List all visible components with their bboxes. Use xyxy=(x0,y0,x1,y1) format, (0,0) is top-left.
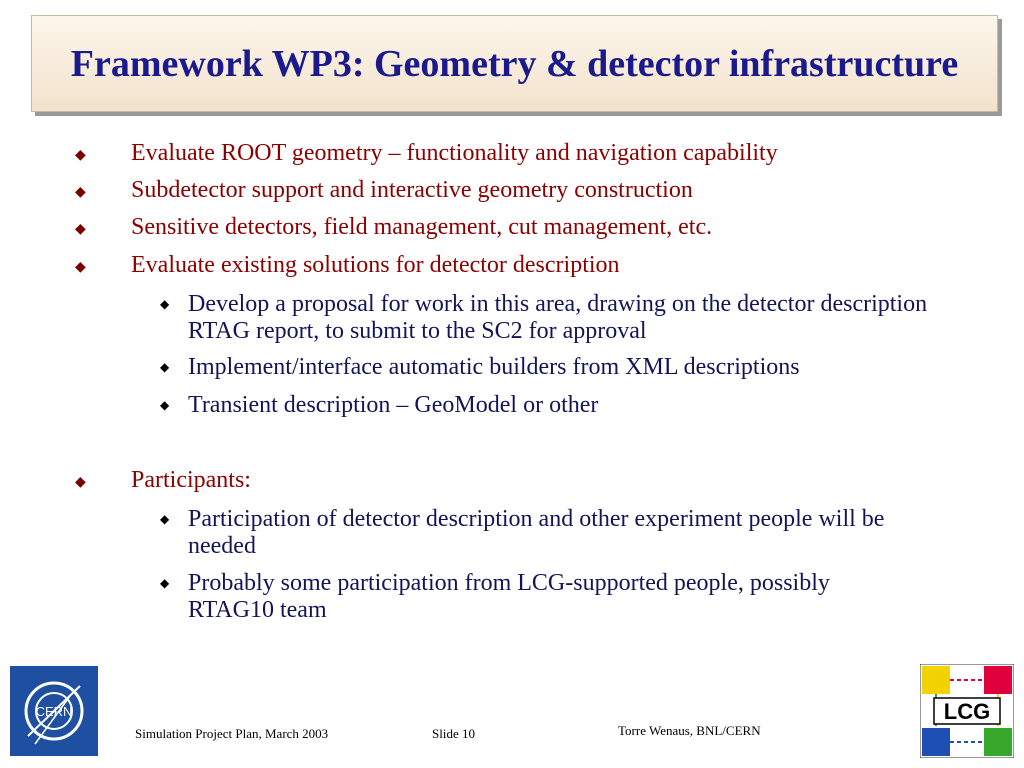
cern-logo-icon xyxy=(10,666,98,756)
bullet-item xyxy=(75,214,712,241)
diamond-bullet-icon: ◆ xyxy=(160,360,170,374)
participants-bullet xyxy=(75,467,251,494)
sub-bullet-text: Implement/interface automatic builders from XML descriptions xyxy=(188,354,800,380)
diamond-bullet-icon: ◆ xyxy=(75,475,86,490)
footer-presentation-title: Simulation Project Plan, March 2003 xyxy=(135,726,329,741)
footer-slide-number: Slide 10 xyxy=(432,726,475,741)
diamond-bullet-icon: ◆ xyxy=(75,260,86,275)
participants-label: Participants: xyxy=(131,467,251,493)
cern-logo-text: CERN xyxy=(35,704,73,719)
cern-logo xyxy=(10,666,98,756)
diamond-bullet-icon: ◆ xyxy=(160,297,170,311)
lcg-logo-text: LCG xyxy=(943,699,991,724)
slide-title: Framework WP3: Geometry & detector infrastructure xyxy=(70,42,959,85)
diamond-bullet-icon: ◆ xyxy=(75,185,86,200)
lcg-logo-icon xyxy=(920,664,1014,758)
title-box xyxy=(31,15,998,112)
sub-bullet-item xyxy=(160,354,800,381)
diamond-bullet-icon: ◆ xyxy=(160,576,170,590)
bullet-text: Evaluate ROOT geometry – functionality and navigation capability xyxy=(131,140,778,166)
sub-bullet-item xyxy=(160,570,888,624)
sub-bullet-item xyxy=(160,392,598,419)
bullet-text: Evaluate existing solutions for detector description xyxy=(131,252,620,278)
bullet-item xyxy=(75,140,778,167)
bullet-item xyxy=(75,252,620,279)
sub-bullet-text: Develop a proposal for work in this area, drawing on the detector description RTAG report, to submit to the SC2 for approval xyxy=(188,291,928,344)
bullet-text: Sensitive detectors, field management, cut management, etc. xyxy=(131,214,713,240)
sub-bullet-text: Transient description – GeoModel or other xyxy=(188,392,599,418)
bullet-text: Subdetector support and interactive geometry construction xyxy=(131,177,693,203)
bullet-item xyxy=(75,177,693,204)
sub-bullet-text: Participation of detector description and other experiment people will be needed xyxy=(188,506,885,559)
sub-bullet-item xyxy=(160,291,950,345)
diamond-bullet-icon: ◆ xyxy=(160,512,170,526)
sub-bullet-item xyxy=(160,506,948,560)
sub-bullet-text: Probably some participation from LCG-supported people, possibly RTAG10 team xyxy=(188,570,830,623)
lcg-logo xyxy=(920,664,1014,758)
footer-author: Torre Wenaus, BNL/CERN xyxy=(618,723,761,738)
diamond-bullet-icon: ◆ xyxy=(75,148,86,163)
diamond-bullet-icon: ◆ xyxy=(160,398,170,412)
diamond-bullet-icon: ◆ xyxy=(75,222,86,237)
